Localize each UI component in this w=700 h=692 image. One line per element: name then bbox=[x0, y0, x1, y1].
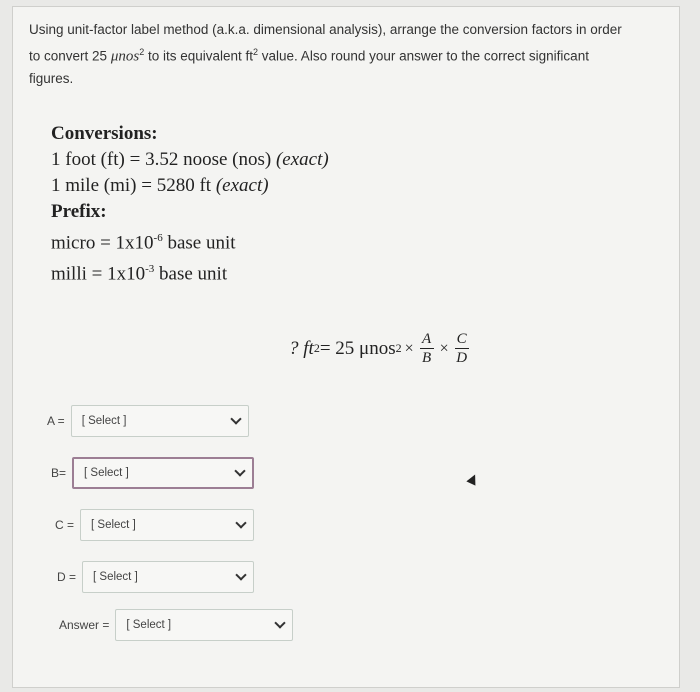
equation-mid-exponent: 2 bbox=[395, 341, 402, 355]
select-d-value: [ Select ] bbox=[93, 571, 138, 583]
prefix-heading: Prefix: bbox=[51, 201, 107, 222]
question-unit-exponent: 2 bbox=[139, 47, 145, 57]
fraction-bar bbox=[420, 348, 434, 349]
fraction-a: A bbox=[422, 331, 432, 347]
conversions-heading: Conversions: bbox=[51, 123, 158, 144]
chevron-down-icon bbox=[234, 465, 245, 476]
equation-lhs-exponent: 2 bbox=[313, 341, 320, 355]
fraction-bar bbox=[455, 348, 469, 349]
answer-label: Answer = bbox=[59, 618, 110, 632]
question-line-3: figures. bbox=[29, 70, 74, 86]
question-line-1: Using unit-factor label method (a.k.a. dimensional analysis), arrange the conversion factors in order bbox=[29, 22, 622, 37]
chevron-down-icon bbox=[275, 617, 286, 628]
select-row-c bbox=[55, 509, 254, 541]
prefix-micro-text: micro = 1x10 bbox=[51, 232, 154, 254]
fraction-a-over-b bbox=[420, 331, 434, 366]
prefix-milli-exponent: -3 bbox=[145, 263, 155, 276]
equation-mid: = 25 μnos bbox=[319, 337, 396, 359]
question-line-2-end: value. Also round your answer to the correct significant bbox=[258, 48, 589, 64]
select-row-b bbox=[51, 457, 254, 489]
select-c-dropdown[interactable] bbox=[80, 509, 254, 541]
select-c-value: [ Select ] bbox=[91, 519, 136, 531]
question-line-2-start: to convert 25 bbox=[29, 48, 111, 64]
equation bbox=[289, 331, 472, 366]
question-ft-exponent: 2 bbox=[253, 47, 259, 57]
prefix-micro bbox=[51, 225, 329, 256]
chevron-down-icon bbox=[235, 517, 246, 528]
fraction-c: C bbox=[456, 331, 467, 347]
conversion-mile-note: (exact) bbox=[215, 175, 269, 196]
conversions-block bbox=[51, 121, 329, 288]
chevron-down-icon bbox=[235, 569, 246, 580]
select-row-answer bbox=[59, 609, 293, 641]
question-line-2-mid: to its equivalent ft bbox=[144, 48, 254, 64]
question-line-2 bbox=[29, 41, 669, 68]
answer-value: [ Select ] bbox=[126, 619, 172, 631]
answer-dropdown[interactable] bbox=[115, 609, 293, 641]
times-sign-1: × bbox=[404, 339, 414, 357]
select-row-a bbox=[47, 405, 249, 437]
select-c-label: C = bbox=[55, 518, 75, 532]
conversion-mile bbox=[51, 173, 329, 199]
prefix-micro-end: base unit bbox=[162, 232, 236, 254]
chevron-down-icon bbox=[230, 413, 241, 424]
select-d-label: D = bbox=[57, 570, 77, 584]
select-row-d bbox=[57, 561, 254, 593]
question-text bbox=[29, 19, 669, 90]
prefix-micro-exponent: -6 bbox=[153, 232, 163, 244]
select-a-value: [ Select ] bbox=[81, 415, 127, 427]
question-unit: μnos bbox=[110, 48, 140, 65]
select-a-dropdown[interactable] bbox=[71, 405, 249, 437]
question-card bbox=[12, 6, 680, 688]
select-a-label: A = bbox=[47, 414, 65, 428]
select-b-value: [ Select ] bbox=[84, 467, 129, 479]
conversion-mile-text: 1 mile (mi) = 5280 ft bbox=[51, 175, 216, 196]
conversion-foot-text: 1 foot (ft) = 3.52 noose (nos) bbox=[51, 149, 276, 170]
times-sign-2: × bbox=[439, 339, 449, 357]
fraction-d: D bbox=[456, 350, 468, 366]
prefix-milli-end: base unit bbox=[154, 263, 228, 285]
conversion-foot-note: (exact) bbox=[275, 149, 329, 170]
fraction-b: B bbox=[422, 350, 432, 366]
conversion-foot bbox=[51, 147, 329, 173]
select-d-dropdown[interactable] bbox=[82, 561, 254, 593]
prefix-milli bbox=[51, 256, 329, 287]
prefix-milli-text: milli = 1x10 bbox=[51, 263, 146, 285]
select-b-dropdown[interactable] bbox=[72, 457, 254, 489]
fraction-c-over-d bbox=[455, 331, 469, 366]
select-b-label: B= bbox=[51, 466, 67, 480]
equation-lhs: ? ft bbox=[289, 337, 314, 359]
